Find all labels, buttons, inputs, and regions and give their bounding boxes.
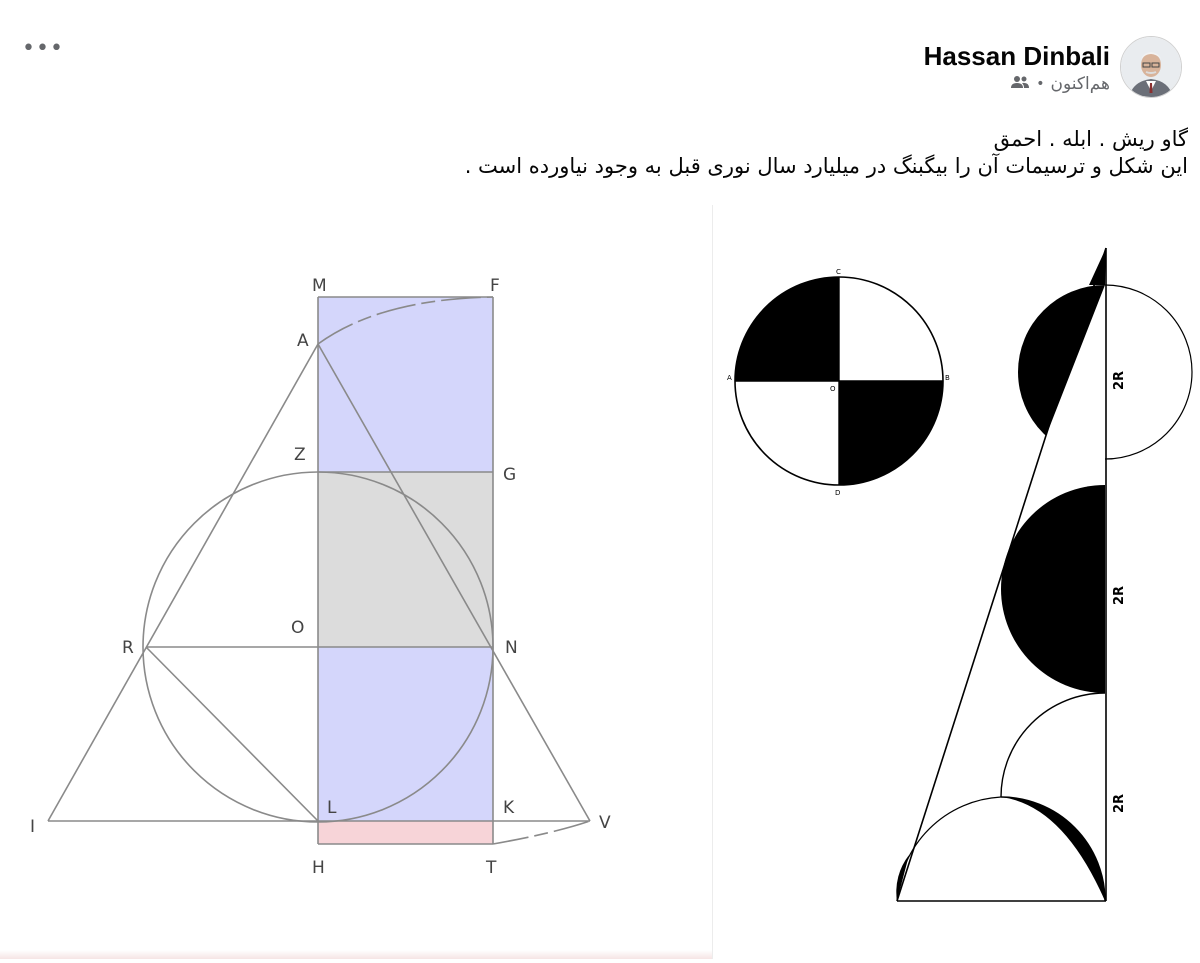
- label-A-circle: A: [727, 374, 732, 382]
- black-quadrant-top-left: [735, 277, 839, 381]
- label-H: H: [312, 858, 325, 878]
- author-name[interactable]: Hassan Dinbali: [923, 41, 1110, 71]
- label-B: B: [945, 374, 950, 382]
- label-L: L: [327, 798, 337, 818]
- label-V: V: [599, 813, 611, 833]
- more-horizontal-icon: •••: [22, 36, 64, 61]
- post-text-line-1: گاو ریش . ابله . احمق: [993, 127, 1188, 151]
- line-RL: [146, 647, 318, 821]
- bottom-pink-rect: [318, 821, 493, 844]
- arc-TV: [493, 821, 590, 844]
- lower-blue-rect: [318, 647, 493, 821]
- label-M: M: [312, 276, 327, 296]
- segment-label-top: 2R: [1112, 370, 1127, 390]
- black-quadrant-bottom-right: [839, 381, 943, 485]
- post-timestamp[interactable]: هم‌اکنون: [1050, 74, 1110, 94]
- label-C: C: [836, 268, 841, 276]
- label-K: K: [503, 798, 515, 818]
- post-options-button[interactable]: [22, 34, 64, 64]
- label-I: I: [30, 817, 36, 837]
- line-AI: [48, 344, 318, 821]
- label-D: D: [835, 489, 841, 497]
- middle-black-half-disc: [1001, 485, 1105, 693]
- label-N: N: [505, 638, 518, 658]
- label-R: R: [122, 638, 134, 658]
- top-blue-rect: [318, 297, 493, 472]
- separator-dot: •: [1036, 76, 1045, 92]
- friends-icon[interactable]: [1010, 74, 1030, 94]
- post-image[interactable]: [0, 205, 1200, 959]
- avatar-image: [1121, 37, 1181, 97]
- geometry-figure-left: [0, 205, 712, 959]
- label-G: G: [503, 465, 517, 485]
- lower-black-lens: [1001, 797, 1105, 901]
- segment-label-bottom: 2R: [1112, 793, 1127, 813]
- quartered-circle: [727, 268, 950, 497]
- post-text-line-2: این شکل و ترسیمات آن را بیگبنگ در میلیارد سال نوری قبل به وجود نیاورده است .: [464, 154, 1188, 178]
- label-T: T: [486, 858, 497, 878]
- avatar[interactable]: [1120, 36, 1182, 98]
- label-O: O: [291, 618, 305, 638]
- label-Z: Z: [294, 445, 306, 465]
- label-F: F: [490, 276, 500, 296]
- segment-label-middle: 2R: [1112, 585, 1127, 605]
- semicircle-triangle: [896, 248, 1192, 901]
- label-O-circle: O: [830, 385, 836, 393]
- label-A: A: [297, 331, 309, 351]
- post-header: [924, 36, 1182, 98]
- post-message: [465, 126, 1188, 180]
- geometry-figure-right: [713, 205, 1200, 959]
- image-bottom-edge: [0, 950, 712, 959]
